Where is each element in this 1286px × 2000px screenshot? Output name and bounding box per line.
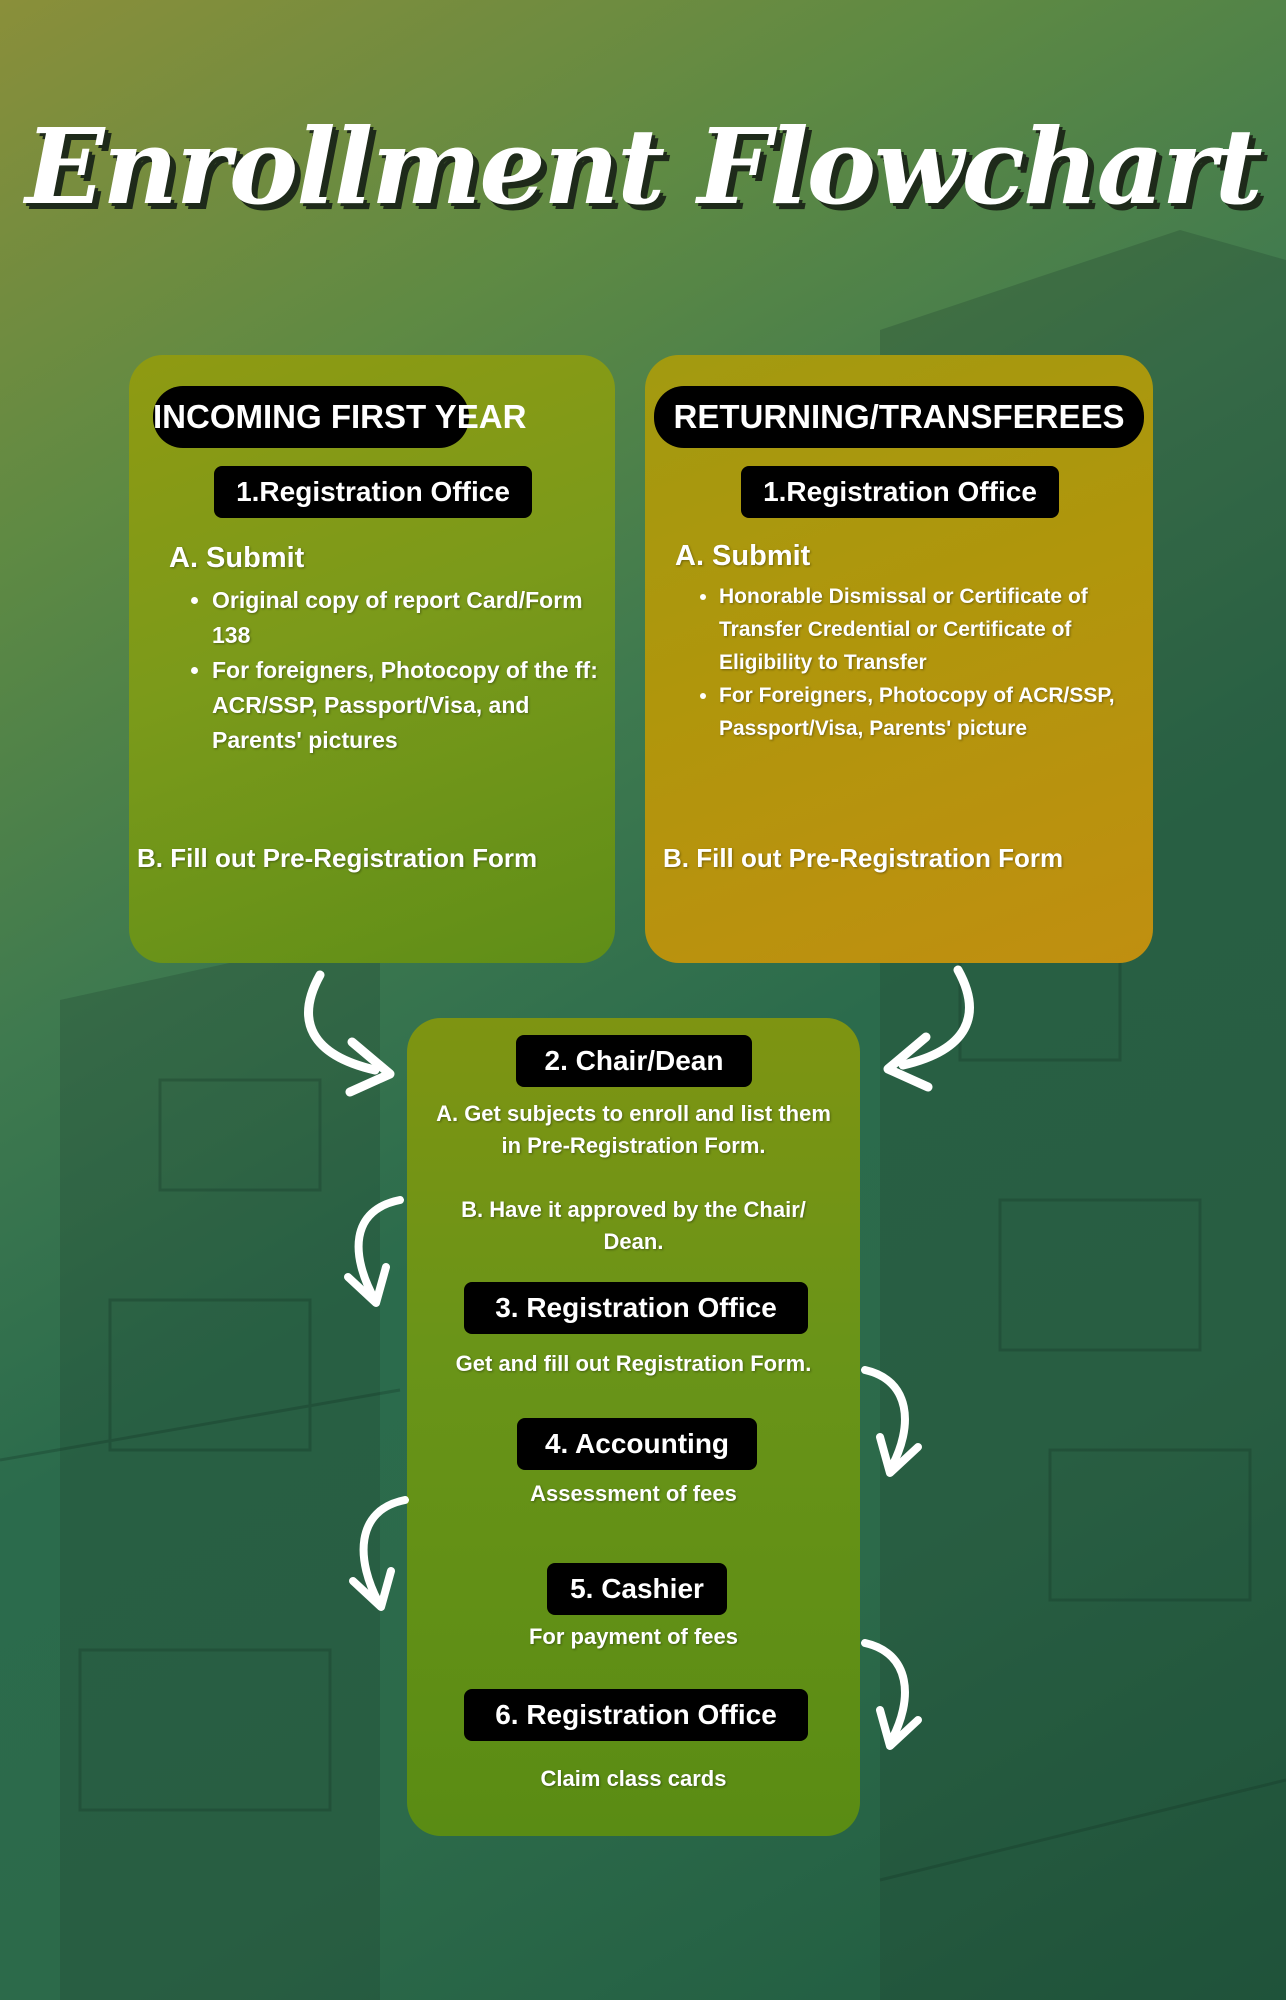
left-submit-item: • For foreigners, Photocopy of the ff: ACR/SSP, Passport/Visa, and Parents' pictures bbox=[212, 653, 612, 758]
step2-instruction-a: A. Get subjects to enroll and list them in Pre-Registration Form. bbox=[436, 1101, 831, 1158]
left-submit-list bbox=[172, 583, 612, 758]
step3-description: Get and fill out Registration Form. bbox=[455, 1351, 812, 1376]
step4-description: Assessment of fees bbox=[530, 1481, 737, 1506]
right-fill-out-form: B. Fill out Pre-Registration Form bbox=[663, 843, 1064, 873]
left-submit-heading: A. Submit bbox=[169, 542, 305, 574]
step6-registration-office-label: 6. Registration Office bbox=[464, 1689, 808, 1741]
curved-arrow-icon bbox=[860, 1638, 940, 1758]
page-title: Enrollment Flowchart bbox=[25, 105, 1261, 228]
step5-description: For payment of fees bbox=[528, 1624, 739, 1649]
returning-transferees-heading: RETURNING/TRANSFEREES bbox=[654, 386, 1144, 448]
step2-chair-dean-label: 2. Chair/Dean bbox=[516, 1035, 752, 1087]
right-submit-heading: A. Submit bbox=[675, 540, 811, 572]
step4-accounting-label: 4. Accounting bbox=[517, 1418, 757, 1470]
incoming-first-year-heading: INCOMING FIRST YEAR bbox=[153, 386, 469, 448]
right-submit-item: • Honorable Dismissal or Certificate of Transfer Credential or Certificate of Eligibility to Transfer bbox=[719, 580, 1119, 679]
curved-arrow-icon bbox=[330, 1195, 410, 1315]
right-submit-item: • For Foreigners, Photocopy of ACR/SSP, Passport/Visa, Parents' picture bbox=[719, 679, 1119, 745]
step5-cashier-label: 5. Cashier bbox=[547, 1563, 727, 1615]
curved-arrow-icon bbox=[290, 970, 410, 1100]
incoming-first-year-card bbox=[129, 355, 615, 963]
right-step1-label: 1.Registration Office bbox=[741, 466, 1059, 518]
right-submit-list bbox=[679, 580, 1119, 745]
step3-registration-office-label: 3. Registration Office bbox=[464, 1282, 808, 1334]
returning-transferees-card bbox=[645, 355, 1153, 963]
step6-description: Claim class cards bbox=[540, 1766, 727, 1791]
curved-arrow-icon bbox=[335, 1495, 415, 1620]
curved-arrow-icon bbox=[868, 965, 988, 1095]
left-step1-label: 1.Registration Office bbox=[214, 466, 532, 518]
curved-arrow-icon bbox=[860, 1365, 940, 1485]
enrollment-steps-card bbox=[407, 1018, 860, 1836]
left-submit-item: • Original copy of report Card/Form 138 bbox=[212, 583, 612, 653]
step2-instruction-b: B. Have it approved by the Chair/ Dean. bbox=[461, 1197, 806, 1254]
left-fill-out-form: B. Fill out Pre-Registration Form bbox=[137, 843, 538, 873]
